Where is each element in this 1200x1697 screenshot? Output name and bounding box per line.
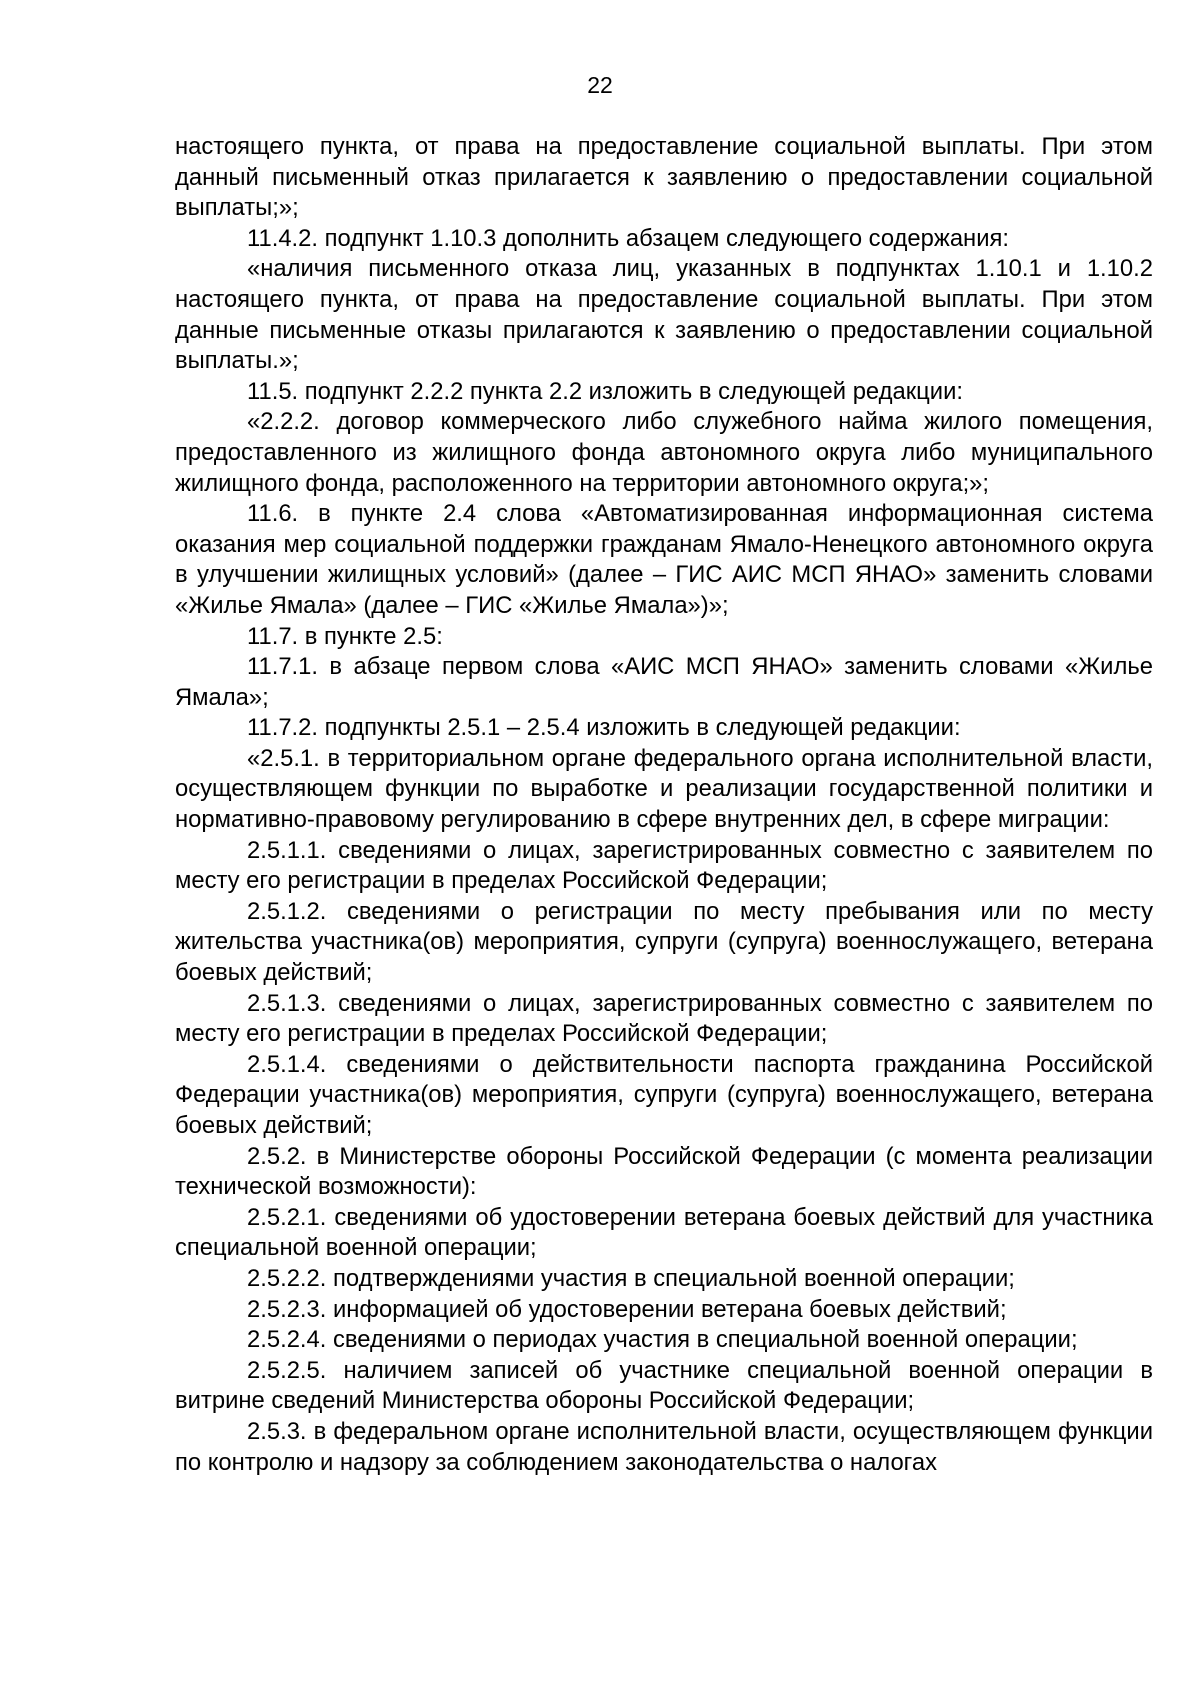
- paragraph-2-5-2: 2.5.2. в Министерстве обороны Российской Федерации (с момента реализации технической возможности):: [175, 1142, 1153, 1201]
- paragraph-2-5-1-4: 2.5.1.4. сведениями о действительности паспорта гражданина Российской Федерации участника(ов) мероприятия, супруги (супруга) военнослужащего, ветерана боевых действий;: [175, 1050, 1153, 1139]
- paragraph-11-4-2-quote: «наличия письменного отказа лиц, указанных в подпунктах 1.10.1 и 1.10.2 настоящего пункта, от права на предоставление социальной выплаты. При этом данные письменные отказы прилагаются к заявлению о предоставлении социальной выплаты.»;: [175, 255, 1153, 375]
- paragraph-11-7: 11.7. в пункте 2.5:: [247, 622, 443, 650]
- paragraph-11-7-2: 11.7.2. подпункты 2.5.1 – 2.5.4 изложить в следующей редакции:: [247, 714, 961, 742]
- paragraph-11-6: 11.6. в пункте 2.4 слова «Автоматизированная информационная система оказания мер социальной поддержки гражданам Ямало-Ненецкого автономного округа в улучшении жилищных условий» (далее – ГИС АИС МСП ЯНАО» заменить словами «Жилье Ямала» (далее – ГИС «Жилье Ямала»)»;: [175, 500, 1153, 619]
- paragraph-2-5-1-3: 2.5.1.3. сведениями о лицах, зарегистрированных совместно с заявителем по месту его регистрации в пределах Российской Федерации;: [175, 989, 1153, 1048]
- paragraph-2-5-3: 2.5.3. в федеральном органе исполнительной власти, осуществляющем функции по контролю и надзору за соблюдением законодательства о налогах: [175, 1417, 1153, 1476]
- document-body: [175, 132, 1153, 1478]
- paragraph-2-5-1-1: 2.5.1.1. сведениями о лицах, зарегистрированных совместно с заявителем по месту его регистрации в пределах Российской Федерации;: [175, 836, 1153, 895]
- page-number: 22: [587, 72, 613, 98]
- paragraph-11-4-2: 11.4.2. подпункт 1.10.3 дополнить абзацем следующего содержания:: [247, 224, 1009, 252]
- paragraph-2-5-2-3: 2.5.2.3. информацией об удостоверении ветерана боевых действий;: [247, 1295, 1007, 1323]
- paragraph-2-5-2-5: 2.5.2.5. наличием записей об участнике специальной военной операции в витрине сведений Министерства обороны Российской Федерации;: [175, 1356, 1153, 1415]
- paragraph-2-5-1-2: 2.5.1.2. сведениями о регистрации по месту пребывания или по месту жительства участника(ов) мероприятия, супруги (супруга) военнослужащего, ветерана боевых действий;: [175, 897, 1153, 987]
- paragraph-continuation: настоящего пункта, от права на предоставление социальной выплаты. При этом данный письменный отказ прилагается к заявлению о предоставлении социальной выплаты;»;: [175, 133, 1153, 222]
- paragraph-11-7-1: 11.7.1. в абзаце первом слова «АИС МСП ЯНАО» заменить словами «Жилье Ямала»;: [175, 653, 1153, 711]
- paragraph-2-2-2: «2.2.2. договор коммерческого либо служебного найма жилого помещения, предоставленного из жилищного фонда автономного округа либо муниципального жилищного фонда, расположенного на территории автономного округа;»;: [175, 408, 1153, 497]
- paragraph-2-5-2-4: 2.5.2.4. сведениями о периодах участия в специальной военной операции;: [247, 1326, 1078, 1354]
- paragraph-2-5-2-1: 2.5.2.1. сведениями об удостоверении ветерана боевых действий для участника специальной военной операции;: [175, 1203, 1153, 1262]
- paragraph-2-5-2-2: 2.5.2.2. подтверждениями участия в специальной военной операции;: [247, 1264, 1015, 1292]
- paragraph-11-5: 11.5. подпункт 2.2.2 пункта 2.2 изложить в следующей редакции:: [247, 377, 963, 405]
- paragraph-2-5-1: «2.5.1. в территориальном органе федерального органа исполнительной власти, осуществляющем функции по выработке и реализации государственной политики и нормативно-правовому регулированию в сфере внутренних дел, в сфере миграции:: [175, 744, 1153, 834]
